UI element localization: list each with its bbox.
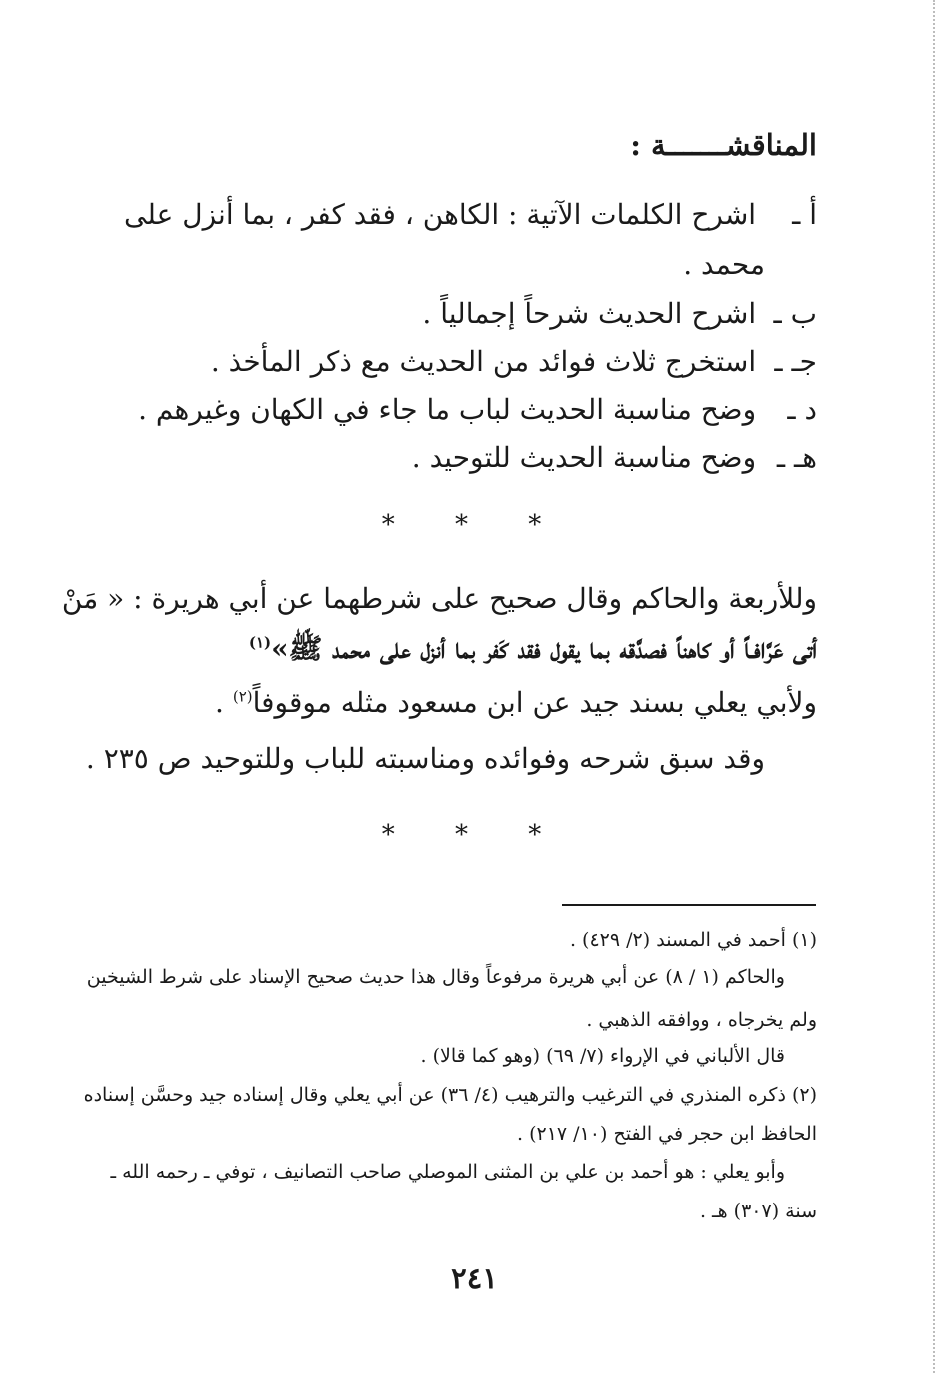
footnote-line: (١) أحمد في المسند (٢/ ٤٢٩) . [569, 929, 817, 951]
section-separator: * * * [381, 820, 568, 850]
question-text: اشرح الكلمات الآتية : الكاهن ، فقد كفر ، بما أنزل على [124, 198, 757, 231]
question-label: د ـ [787, 393, 817, 426]
footnote-line: والحاكم (١ / ٨) عن أبي هريرة مرفوعاً وقال هذا حديث صحيح الإسناد على شرط الشيخين [86, 966, 785, 988]
footnote-ref: (٢) [232, 687, 253, 706]
page-edge-dotted-line [933, 0, 935, 1373]
footnote-line: الحافظ ابن حجر في الفتح (١٠/ ٢١٧) . [517, 1123, 817, 1145]
hadith-text-end: . [215, 686, 233, 719]
question-item [211, 345, 817, 378]
hadith-text: أتى عَرَّافـاً أو كاهناً فصدَّقه بما يقول فقد كَفر بما أنزل على محمد ﷺ» [271, 632, 817, 665]
footnote-ref: (١) [248, 633, 272, 652]
footnote-line: قال الألباني في الإرواء (٧/ ٦٩) (وهو كما قالا) . [420, 1045, 785, 1067]
hadith-line [249, 632, 817, 672]
page-number: ٢٤١ [451, 1261, 498, 1295]
footnote-line: سنة (٣٠٧) هـ . [699, 1200, 817, 1222]
question-item [138, 393, 817, 426]
question-text: وضح مناسبة الحديث للتوحيد . [411, 441, 757, 474]
discussion-heading: المناقشـــــــة : [630, 128, 817, 162]
question-label: جـ ـ [774, 345, 817, 378]
question-item [412, 441, 817, 474]
question-text: استخرج ثلاث فوائد من الحديث مع ذكر المأخذ . [210, 345, 757, 378]
hadith-text: ولأبي يعلي بسند جيد عن ابن مسعود مثله موقوفاً [252, 686, 817, 719]
question-item [124, 198, 817, 231]
question-text: وضح مناسبة الحديث لباب ما جاء في الكهان وغيرهم . [138, 393, 757, 426]
footnote-line: وأبو يعلي : هو أحمد بن علي بن المثنى الموصلي صاحب التصانيف ، توفي ـ رحمه الله ـ [110, 1161, 785, 1183]
footnote-line: ولم يخرجاه ، ووافقه الذهبي . [586, 1009, 817, 1031]
section-separator: * * * [381, 510, 568, 540]
footnote-line: (٢) ذكره المنذري في الترغيب والترهيب (٤/ ٣٦) عن أبي يعلي وقال إسناده جيد وحسَّن إسناده [83, 1084, 817, 1106]
question-continuation [683, 248, 765, 281]
footnote-divider [562, 904, 816, 906]
hadith-line: وقد سبق شرحه وفوائده ومناسبته للباب وللتوحيد ص ٢٣٥ . [85, 742, 765, 775]
question-label: ب ـ [773, 297, 817, 330]
question-label: أ ـ [792, 198, 817, 231]
question-text: اشرح الحديث شرحاً إجمالياً . [422, 297, 757, 330]
question-text: محمد . [683, 248, 765, 281]
hadith-line [215, 686, 817, 719]
question-label: هـ ـ [776, 441, 817, 474]
question-item [422, 297, 817, 330]
hadith-line: وللأربعة والحاكم وقال صحيح على شرطهما عن أبي هريرة : « مَنْ [61, 582, 817, 615]
